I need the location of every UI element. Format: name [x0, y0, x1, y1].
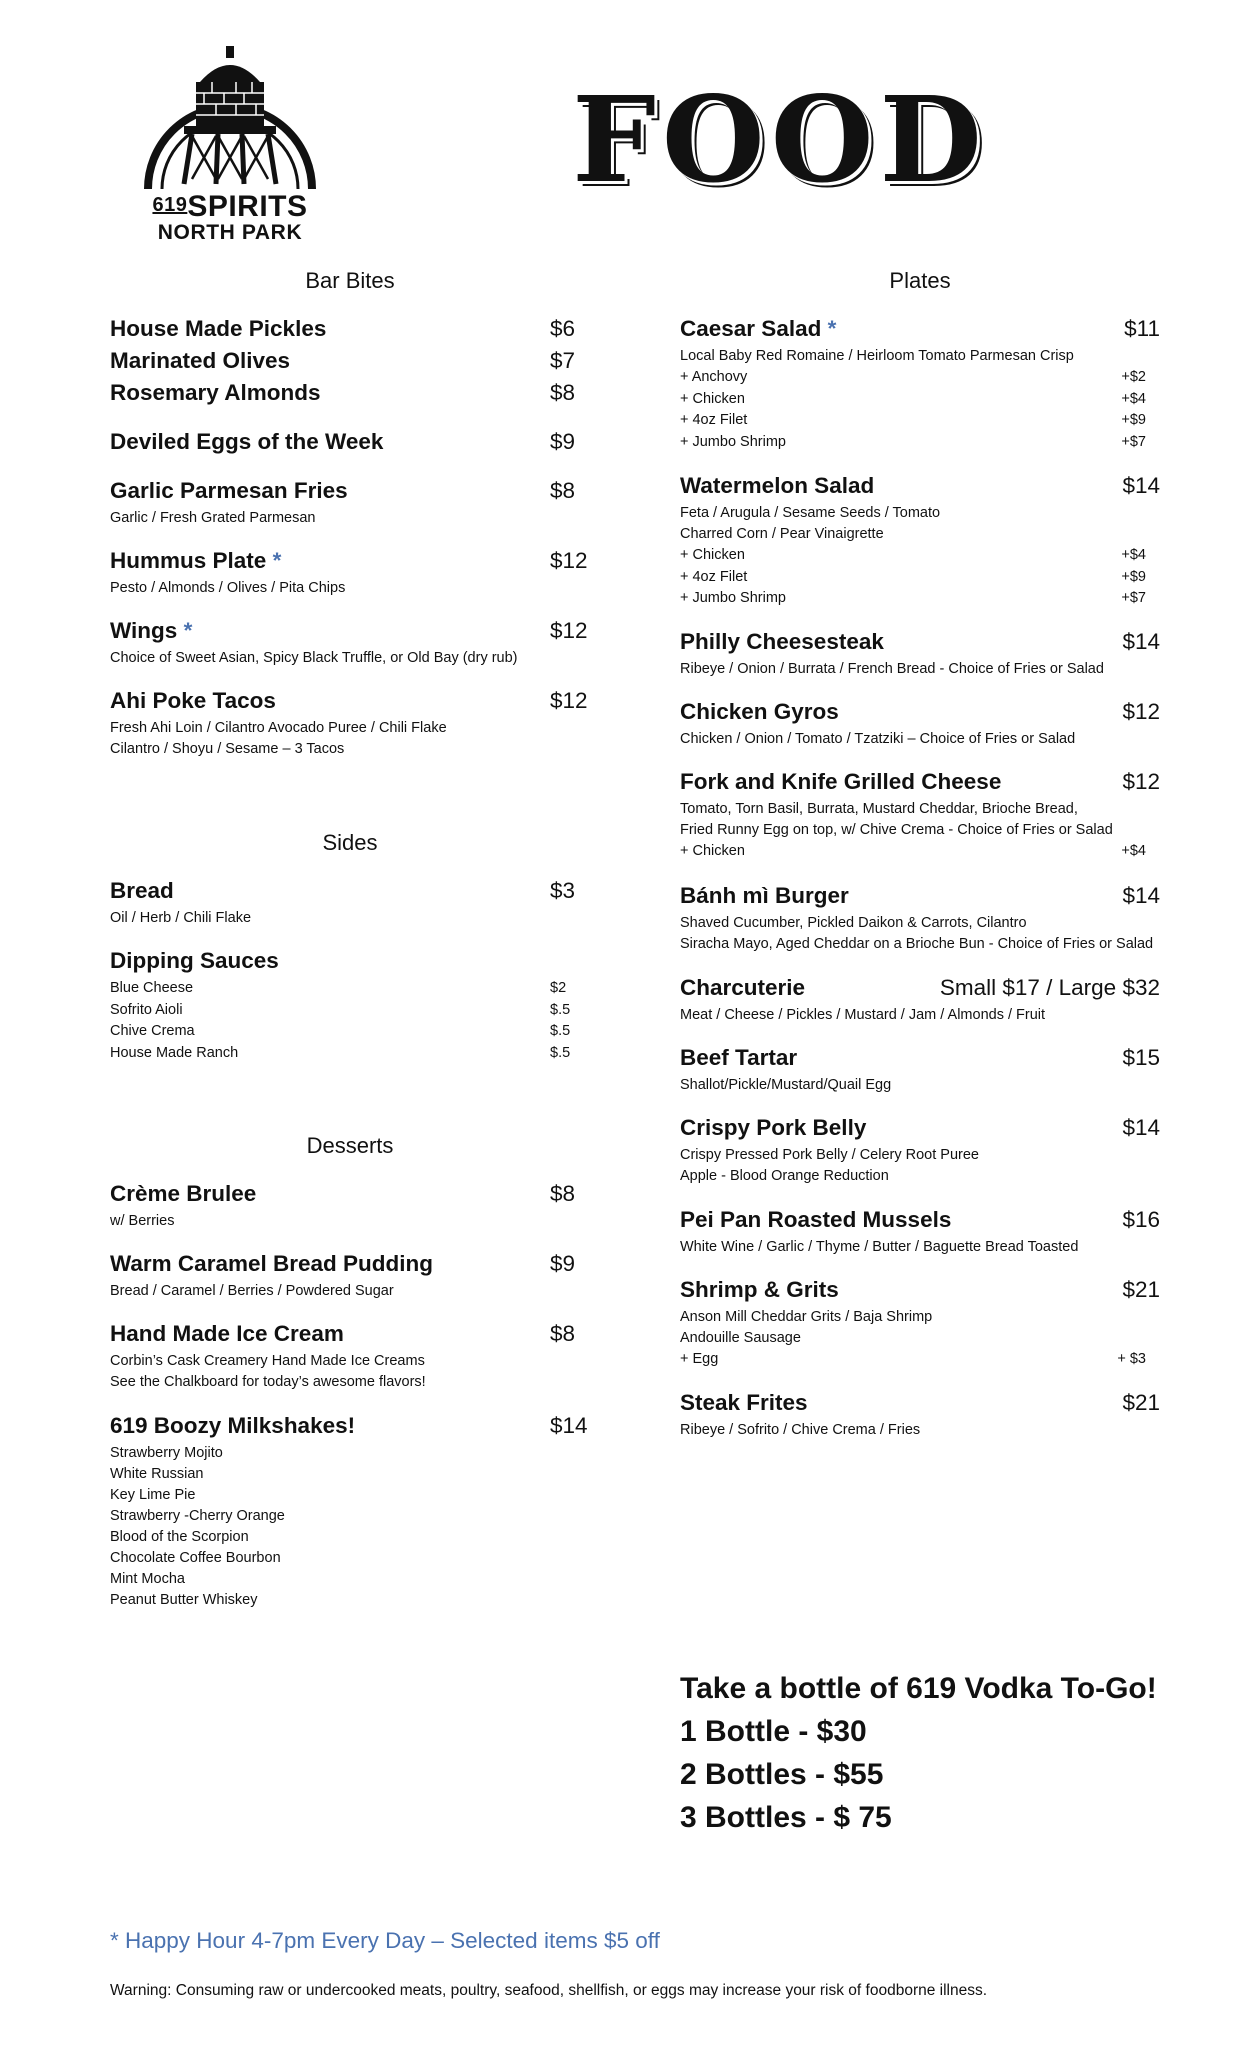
logo-number: 619 [152, 194, 188, 216]
item-name: Garlic Parmesan Fries [110, 478, 348, 503]
item-price: $12 [550, 688, 588, 713]
item-desc: Ribeye / Sofrito / Chive Crema / Fries [680, 1422, 921, 1438]
item-desc: Blood of the Scorpion [110, 1529, 249, 1545]
logo-brand [140, 192, 320, 222]
addon-label: + Jumbo Shrimp [680, 590, 786, 606]
item-desc: Apple - Blood Orange Reduction [680, 1168, 889, 1184]
item-desc: Feta / Arugula / Sesame Seeds / Tomato [680, 505, 941, 521]
menu-item [110, 380, 590, 410]
happy-hour-star: * [827, 316, 837, 341]
promo-line: Take a bottle of 619 Vodka To-Go! [680, 1672, 1157, 1705]
addon-label: Sofrito Aioli [110, 1001, 183, 1018]
menu-item [680, 1390, 1160, 1441]
item-name: Wings [110, 618, 178, 643]
menu-item [680, 629, 1160, 680]
logo [140, 44, 320, 244]
item-desc: Tomato, Torn Basil, Burrata, Mustard Cheddar, Brioche Bread, [680, 801, 1078, 817]
item-price: $8 [550, 478, 576, 503]
menu-item [110, 948, 590, 1064]
menu-item [110, 1251, 590, 1302]
menu-item [680, 1045, 1160, 1096]
item-price: $14 [1122, 883, 1160, 908]
addon-label: + 4oz Filet [680, 412, 748, 428]
item-name: Shrimp & Grits [680, 1277, 839, 1302]
item-name: House Made Pickles [110, 316, 327, 341]
happy-hour-star: * [272, 548, 282, 573]
addon-price: $2 [550, 980, 567, 996]
item-name: Philly Cheesesteak [680, 629, 884, 654]
vodka-to-go-promo [680, 1667, 1200, 1839]
item-desc: Ribeye / Onion / Burrata / French Bread - Choice of Fries or Salad [680, 661, 1104, 677]
item-desc: Garlic / Fresh Grated Parmesan [110, 510, 316, 526]
item-desc: Bread / Caramel / Berries / Powdered Sugar [110, 1283, 394, 1299]
item-name: Hand Made Ice Cream [110, 1321, 344, 1346]
menu-item [110, 618, 590, 669]
addon-row [110, 1021, 590, 1043]
addon-row [680, 545, 1160, 567]
item-desc: Choice of Sweet Asian, Spicy Black Truffle, or Old Bay (dry rub) [110, 650, 518, 666]
addon-price: +$7 [1121, 433, 1146, 450]
item-desc: Crispy Pressed Pork Belly / Celery Root Puree [680, 1147, 979, 1163]
addon-price: +$4 [1121, 390, 1146, 407]
happy-hour-star: * [183, 618, 193, 643]
item-name: Crème Brulee [110, 1181, 257, 1206]
item-desc: Shallot/Pickle/Mustard/Quail Egg [680, 1077, 892, 1093]
addon-label: + Chicken [680, 547, 745, 563]
item-desc: Shaved Cucumber, Pickled Daikon & Carrots, Cilantro [680, 915, 1027, 931]
addon-row [680, 432, 1160, 454]
item-price: $12 [550, 548, 588, 573]
section-heading: Bar Bites [305, 268, 395, 293]
promo-line: 3 Bottles - $ 75 [680, 1801, 892, 1834]
item-desc: Strawberry Mojito [110, 1445, 223, 1461]
item-desc: Meat / Cheese / Pickles / Mustard / Jam / Almonds / Fruit [680, 1007, 1046, 1023]
item-price: $12 [550, 618, 588, 643]
item-name: Hummus Plate [110, 548, 267, 573]
item-name: Crispy Pork Belly [680, 1115, 867, 1140]
item-desc: Pesto / Almonds / Olives / Pita Chips [110, 580, 346, 596]
item-desc: White Russian [110, 1466, 204, 1482]
addon-row [680, 367, 1160, 389]
item-desc: Key Lime Pie [110, 1487, 196, 1503]
item-desc: Corbin’s Cask Creamery Hand Made Ice Creams [110, 1353, 425, 1369]
item-price: $14 [550, 1413, 588, 1438]
item-desc: Chocolate Coffee Bourbon [110, 1550, 281, 1566]
item-price: $12 [1122, 769, 1160, 794]
plates-section [680, 268, 1160, 312]
bar-bites-section [110, 268, 590, 312]
logo-sub: NORTH PARK [157, 221, 303, 244]
item-desc: Anson Mill Cheddar Grits / Baja Shrimp [680, 1309, 933, 1325]
item-name: Warm Caramel Bread Pudding [110, 1251, 433, 1276]
menu-item [110, 1413, 590, 1611]
menu-item [110, 688, 590, 760]
addon-price: + $3 [1117, 1351, 1146, 1367]
page-title: FOOD [572, 70, 988, 209]
item-desc: Oil / Herb / Chili Flake [110, 910, 252, 926]
addon-price: $.5 [550, 1023, 571, 1039]
addon-row [680, 588, 1160, 610]
addon-price: $.5 [550, 1001, 571, 1018]
item-price: $9 [550, 429, 576, 454]
item-name: Charcuterie [680, 975, 806, 1000]
addon-label: Chive Crema [110, 1023, 195, 1039]
item-price: $11 [1124, 316, 1160, 341]
addon-label: + Chicken [680, 843, 745, 859]
item-name: Caesar Salad [680, 316, 822, 341]
item-price: Small $17 / Large $32 [939, 975, 1160, 1000]
addon-row [110, 978, 590, 1000]
item-name: Steak Frites [680, 1390, 808, 1415]
item-price: $14 [1122, 1115, 1160, 1140]
menu-item [680, 769, 1160, 863]
addon-price: +$9 [1121, 568, 1146, 585]
addon-price: +$7 [1121, 590, 1146, 606]
addon-row [110, 1043, 590, 1065]
item-name: Marinated Olives [110, 348, 291, 373]
item-price: $14 [1122, 473, 1160, 498]
item-desc: Fresh Ahi Loin / Cilantro Avocado Puree / Chili Flake [110, 720, 447, 736]
item-desc: Andouille Sausage [680, 1330, 801, 1346]
item-price: $6 [550, 316, 576, 341]
addon-row [680, 389, 1160, 411]
menu-item [110, 316, 590, 346]
addon-label: House Made Ranch [110, 1044, 239, 1061]
item-desc: White Wine / Garlic / Thyme / Butter / Baguette Bread Toasted [680, 1239, 1079, 1255]
item-name: 619 Boozy Milkshakes! [110, 1413, 356, 1438]
item-desc: Strawberry -Cherry Orange [110, 1508, 285, 1524]
menu-item [110, 478, 590, 529]
item-name: Deviled Eggs of the Week [110, 429, 384, 454]
item-desc: Siracha Mayo, Aged Cheddar on a Brioche Bun - Choice of Fries or Salad [680, 936, 1154, 952]
section-heading: Desserts [306, 1133, 394, 1158]
item-desc: Charred Corn / Pear Vinaigrette [680, 526, 884, 542]
menu-item [680, 1277, 1160, 1371]
item-price: $9 [550, 1251, 576, 1276]
menu-item [680, 883, 1160, 955]
item-desc: Local Baby Red Romaine / Heirloom Tomato Parmesan Crisp [680, 348, 1074, 364]
item-desc: Mint Mocha [110, 1571, 185, 1587]
addon-row [680, 1349, 1160, 1371]
menu-item [110, 548, 590, 599]
item-price: $7 [550, 348, 576, 373]
addon-price: +$9 [1121, 412, 1146, 428]
addon-label: + Anchovy [680, 369, 748, 385]
section-heading: Plates [889, 268, 951, 293]
menu-item [680, 699, 1160, 750]
item-name: Pei Pan Roasted Mussels [680, 1207, 952, 1232]
item-name: Dipping Sauces [110, 948, 279, 973]
menu-item [110, 429, 590, 459]
foodborne-warning: Warning: Consuming raw or undercooked meats, poultry, seafood, shellfish, or eggs may increase your risk of foodborne illness. [110, 1982, 988, 1999]
item-price: $3 [550, 878, 576, 903]
addon-price: +$4 [1121, 547, 1146, 563]
water-tower-icon [140, 44, 320, 194]
addon-row [680, 567, 1160, 589]
addon-label: Blue Cheese [110, 980, 194, 996]
addon-price: +$4 [1121, 843, 1146, 859]
item-price: $8 [550, 380, 576, 405]
item-name: Ahi Poke Tacos [110, 688, 276, 713]
section-heading: Sides [322, 830, 378, 855]
menu-item [110, 1321, 590, 1393]
item-price: $15 [1122, 1045, 1160, 1070]
item-desc: See the Chalkboard for today’s awesome flavors! [110, 1374, 426, 1390]
item-name: Rosemary Almonds [110, 380, 321, 405]
addon-price: $.5 [550, 1044, 571, 1061]
menu-item [110, 1181, 590, 1232]
item-desc: w/ Berries [110, 1213, 175, 1229]
item-price: $21 [1122, 1390, 1160, 1415]
menu-item [680, 316, 1160, 453]
desserts-section [110, 1133, 590, 1177]
item-name: Bánh mì Burger [680, 883, 849, 908]
menu-item [680, 1115, 1160, 1187]
item-price: $21 [1122, 1277, 1160, 1302]
item-price: $14 [1122, 629, 1160, 654]
menu-item [110, 878, 590, 929]
addon-label: + Egg [680, 1351, 719, 1367]
addon-label: + 4oz Filet [680, 568, 748, 585]
addon-price: +$2 [1121, 369, 1146, 385]
menu-item [680, 473, 1160, 610]
addon-label: + Chicken [680, 390, 745, 407]
addon-row [680, 410, 1160, 432]
item-name: Chicken Gyros [680, 699, 839, 724]
item-name: Watermelon Salad [680, 473, 875, 498]
item-name: Bread [110, 878, 174, 903]
addon-row [110, 1000, 590, 1022]
menu-item [110, 348, 590, 378]
item-desc: Cilantro / Shoyu / Sesame – 3 Tacos [110, 741, 345, 757]
item-desc: Fried Runny Egg on top, w/ Chive Crema - Choice of Fries or Salad [680, 822, 1113, 838]
promo-line: 2 Bottles - $55 [680, 1758, 884, 1791]
promo-line: 1 Bottle - $30 [680, 1715, 867, 1748]
item-desc: Peanut Butter Whiskey [110, 1592, 258, 1608]
menu-item [680, 975, 1160, 1026]
menu-item [680, 1207, 1160, 1258]
sides-section [110, 830, 590, 874]
item-price: $8 [550, 1181, 576, 1206]
item-price: $12 [1122, 699, 1160, 724]
item-price: $16 [1122, 1207, 1160, 1232]
item-price: $8 [550, 1321, 576, 1346]
item-desc: Chicken / Onion / Tomato / Tzatziki – Choice of Fries or Salad [680, 731, 1076, 747]
item-name: Fork and Knife Grilled Cheese [680, 769, 1002, 794]
addon-row [680, 841, 1160, 863]
addon-label: + Jumbo Shrimp [680, 433, 786, 450]
happy-hour-note: * Happy Hour 4-7pm Every Day – Selected items $5 off [110, 1928, 660, 1953]
logo-word: SPIRITS [187, 190, 308, 223]
item-name: Beef Tartar [680, 1045, 798, 1070]
